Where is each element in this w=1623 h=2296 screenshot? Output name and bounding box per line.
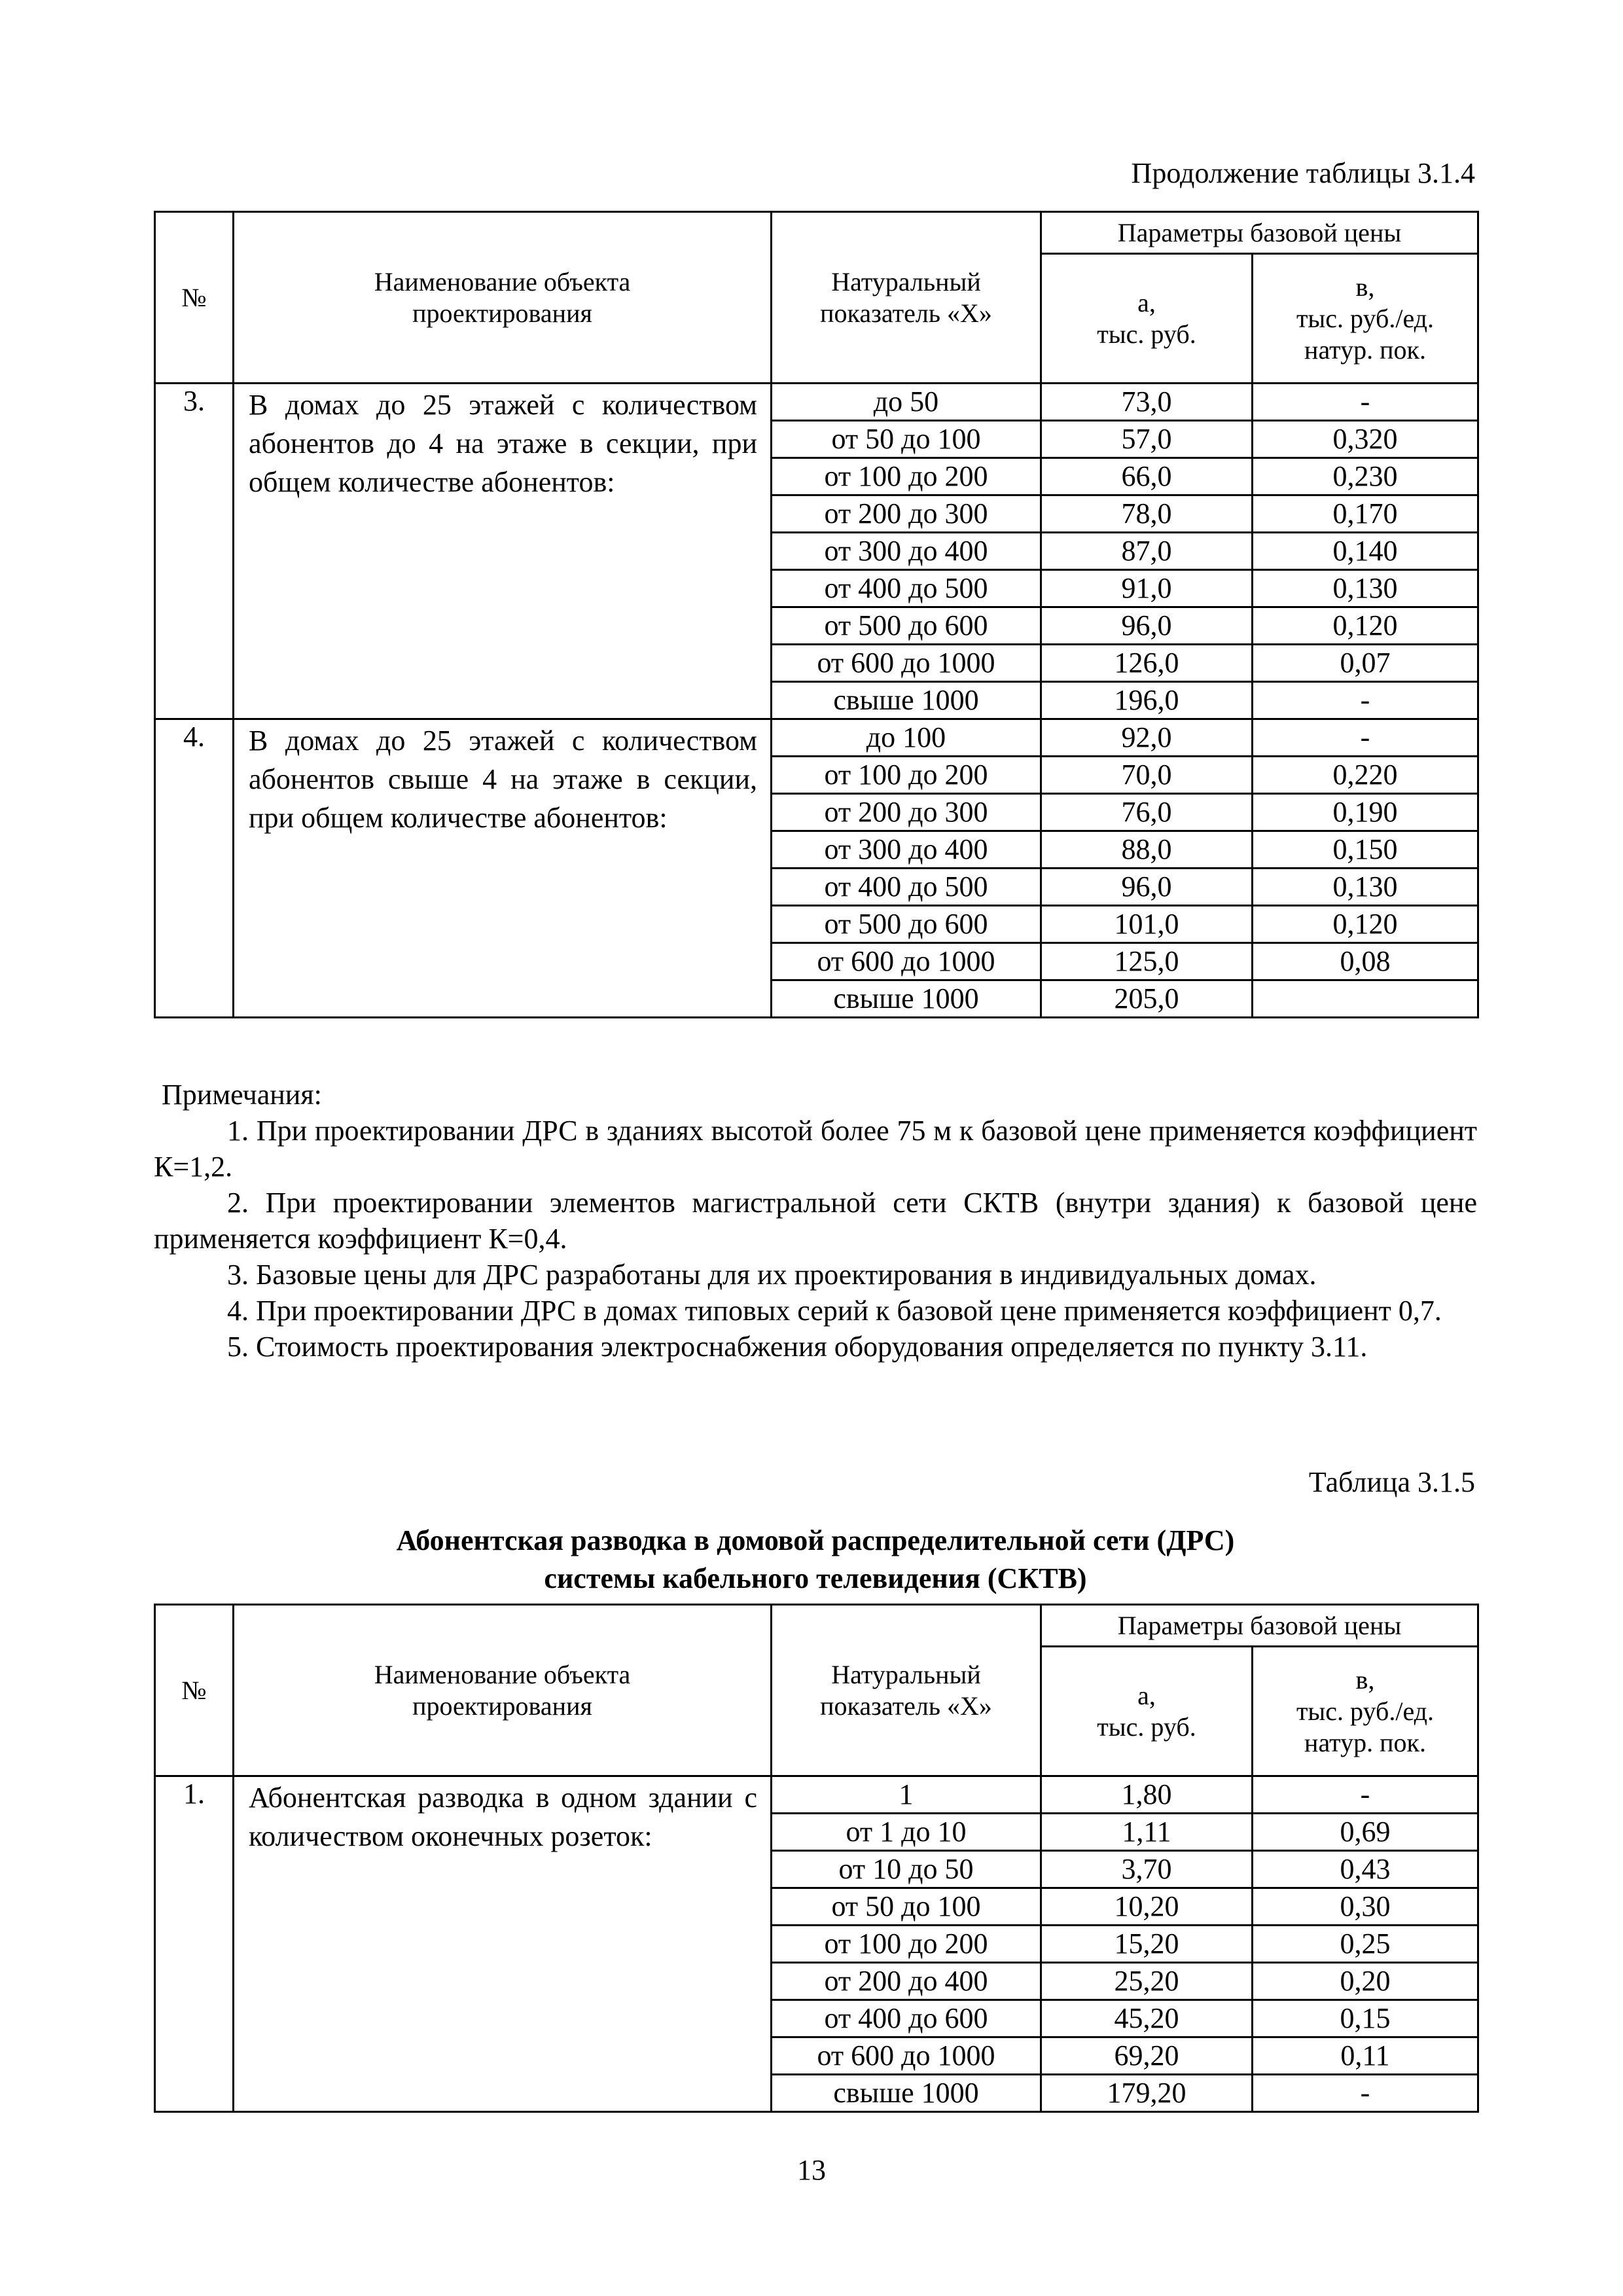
row-number: 1.: [155, 1776, 234, 2112]
indicator-value: до 50: [772, 384, 1041, 421]
header-col-a: а, тыс. руб.: [1041, 1647, 1253, 1776]
indicator-value: свыше 1000: [772, 682, 1041, 719]
table-3-1-4: [154, 211, 1479, 1018]
param-b-value: -: [1253, 1776, 1478, 1814]
param-b-value: 0,140: [1253, 533, 1478, 570]
table-body: [155, 1776, 1478, 2112]
param-b-value: 0,220: [1253, 757, 1478, 794]
indicator-value: от 600 до 1000: [772, 2037, 1041, 2075]
param-a-value: 196,0: [1041, 682, 1253, 719]
param-a-value: 205,0: [1041, 980, 1253, 1018]
indicator-value: от 200 до 300: [772, 495, 1041, 533]
indicator-value: от 1 до 10: [772, 1814, 1041, 1851]
param-a-value: 69,20: [1041, 2037, 1253, 2075]
note-item: 4. При проектировании ДРС в домах типовых серий к базовой цене применяется коэффициент 0,7.: [227, 1295, 1442, 1327]
note-item: 3. Базовые цены для ДРС разработаны для их проектирования в индивидуальных домах.: [227, 1259, 1317, 1291]
param-a-value: 126,0: [1041, 645, 1253, 682]
header-params-group: Параметры базовой цены: [1041, 212, 1478, 254]
param-a-value: 25,20: [1041, 1963, 1253, 2000]
indicator-value: от 200 до 300: [772, 794, 1041, 831]
indicator-value: от 50 до 100: [772, 421, 1041, 458]
table-3-1-5-title: Абонентская разводка в домовой распределительной сети (ДРС) системы кабельного телевидения (СКТВ): [396, 1524, 1235, 1594]
table-continuation-caption: Продолжение таблицы 3.1.4: [1131, 157, 1475, 189]
page-number: 13: [797, 2154, 826, 2186]
indicator-value: от 10 до 50: [772, 1851, 1041, 1888]
header-col-b: в, тыс. руб./ед. натур. пок.: [1253, 254, 1478, 384]
header-num: №: [155, 1605, 234, 1776]
table-3-1-5-caption: Таблица 3.1.5: [1308, 1466, 1475, 1498]
param-a-value: 96,0: [1041, 607, 1253, 645]
param-a-value: 15,20: [1041, 1926, 1253, 1963]
note-item: 1. При проектировании ДРС в зданиях высотой более 75 м к базовой цене применяется коэффициент К=1,2.: [154, 1115, 1477, 1183]
param-a-value: 1,11: [1041, 1814, 1253, 1851]
param-b-value: 0,30: [1253, 1888, 1478, 1926]
param-b-value: -: [1253, 719, 1478, 757]
param-a-value: 179,20: [1041, 2075, 1253, 2112]
param-b-value: 0,130: [1253, 570, 1478, 607]
param-b-value: -: [1253, 682, 1478, 719]
param-b-value: 0,08: [1253, 943, 1478, 980]
indicator-value: от 600 до 1000: [772, 645, 1041, 682]
indicator-value: от 400 до 500: [772, 570, 1041, 607]
table-body: [155, 384, 1478, 1018]
param-b-value: 0,120: [1253, 906, 1478, 943]
note-item: 2. При проектировании элементов магистральной сети СКТВ (внутри здания) к базовой цене применяется коэффициент К=0,4.: [154, 1187, 1477, 1255]
param-a-value: 125,0: [1041, 943, 1253, 980]
param-a-value: 70,0: [1041, 757, 1253, 794]
param-b-value: 0,230: [1253, 458, 1478, 495]
indicator-value: от 600 до 1000: [772, 943, 1041, 980]
indicator-value: свыше 1000: [772, 980, 1041, 1018]
param-b-value: 0,11: [1253, 2037, 1478, 2075]
table-header: [155, 1605, 1478, 1776]
notes-heading: Примечания:: [162, 1079, 322, 1111]
param-a-value: 91,0: [1041, 570, 1253, 607]
header-num: №: [155, 212, 234, 384]
object-name: Абонентская разводка в одном здании с количеством оконечных розеток:: [234, 1776, 772, 2112]
param-b-value: 0,120: [1253, 607, 1478, 645]
header-col-a: а, тыс. руб.: [1041, 254, 1253, 384]
header-name: Наименование объекта проектирования: [234, 1605, 772, 1776]
indicator-value: от 500 до 600: [772, 906, 1041, 943]
indicator-value: от 300 до 400: [772, 831, 1041, 869]
param-b-value: 0,69: [1253, 1814, 1478, 1851]
param-a-value: 1,80: [1041, 1776, 1253, 1814]
param-b-value: 0,07: [1253, 645, 1478, 682]
header-indicator: Натуральный показатель «Х»: [772, 1605, 1041, 1776]
param-b-value: 0,190: [1253, 794, 1478, 831]
param-b-value: 0,25: [1253, 1926, 1478, 1963]
table-row: [155, 719, 1478, 757]
param-b-value: [1253, 980, 1478, 1018]
row-number: 3.: [155, 384, 234, 719]
header-params-group: Параметры базовой цены: [1041, 1605, 1478, 1647]
param-a-value: 96,0: [1041, 869, 1253, 906]
param-a-value: 76,0: [1041, 794, 1253, 831]
param-a-value: 73,0: [1041, 384, 1253, 421]
header-col-b: в, тыс. руб./ед. натур. пок.: [1253, 1647, 1478, 1776]
param-a-value: 57,0: [1041, 421, 1253, 458]
header-name: Наименование объекта проектирования: [234, 212, 772, 384]
param-b-value: 0,130: [1253, 869, 1478, 906]
param-a-value: 101,0: [1041, 906, 1253, 943]
indicator-value: 1: [772, 1776, 1041, 1814]
param-b-value: -: [1253, 384, 1478, 421]
param-b-value: 0,150: [1253, 831, 1478, 869]
table-row: [155, 384, 1478, 421]
indicator-value: от 100 до 200: [772, 757, 1041, 794]
param-a-value: 92,0: [1041, 719, 1253, 757]
note-item: 5. Стоимость проектирования электроснабжения оборудования определяется по пункту 3.11.: [227, 1331, 1368, 1363]
param-a-value: 10,20: [1041, 1888, 1253, 1926]
param-b-value: 0,170: [1253, 495, 1478, 533]
param-b-value: 0,320: [1253, 421, 1478, 458]
object-name: В домах до 25 этажей с количеством абонентов свыше 4 на этаже в секции, при общем количестве абонентов:: [234, 719, 772, 1018]
indicator-value: от 400 до 600: [772, 2000, 1041, 2037]
param-b-value: 0,20: [1253, 1963, 1478, 2000]
indicator-value: от 500 до 600: [772, 607, 1041, 645]
indicator-value: до 100: [772, 719, 1041, 757]
indicator-value: от 50 до 100: [772, 1888, 1041, 1926]
indicator-value: от 200 до 400: [772, 1963, 1041, 2000]
indicator-value: от 300 до 400: [772, 533, 1041, 570]
param-a-value: 3,70: [1041, 1851, 1253, 1888]
row-number: 4.: [155, 719, 234, 1018]
param-b-value: 0,15: [1253, 2000, 1478, 2037]
indicator-value: от 100 до 200: [772, 1926, 1041, 1963]
param-b-value: -: [1253, 2075, 1478, 2112]
indicator-value: свыше 1000: [772, 2075, 1041, 2112]
indicator-value: от 100 до 200: [772, 458, 1041, 495]
param-a-value: 88,0: [1041, 831, 1253, 869]
param-a-value: 87,0: [1041, 533, 1253, 570]
header-indicator: Натуральный показатель «Х»: [772, 212, 1041, 384]
param-b-value: 0,43: [1253, 1851, 1478, 1888]
table-row: [155, 1776, 1478, 1814]
object-name: В домах до 25 этажей с количеством абонентов до 4 на этаже в секции, при общем количестве абонентов:: [234, 384, 772, 719]
param-a-value: 45,20: [1041, 2000, 1253, 2037]
table-header: [155, 212, 1478, 384]
indicator-value: от 400 до 500: [772, 869, 1041, 906]
notes-section: [154, 1077, 1477, 1365]
table-3-1-5: [154, 1604, 1479, 2113]
param-a-value: 66,0: [1041, 458, 1253, 495]
param-a-value: 78,0: [1041, 495, 1253, 533]
